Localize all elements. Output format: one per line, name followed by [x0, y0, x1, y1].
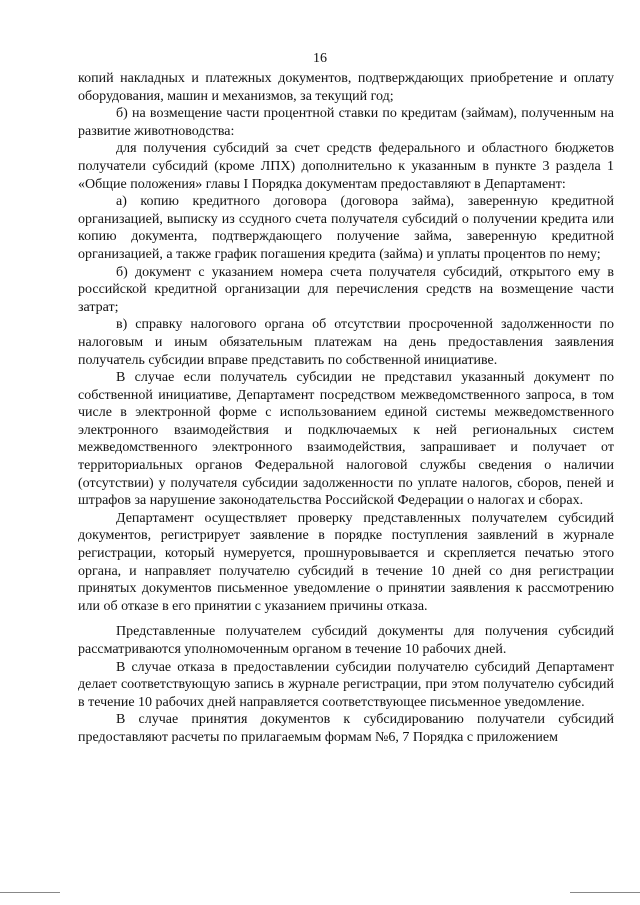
paragraph: Департамент осуществляет проверку представленных получателем субсидий документов, регистрирует заявление в порядке поступления заявлений в журнале регистрации, который нумеруется, прошнуровывается и скрепляется печатью этого органа, и направляет получателю субсидий в течение 10 дней со дня регистрации принятых документов письменное уведомление о принятии заявления к рассмотрению или об отказе в его принятии с указанием причины отказа.: [78, 510, 614, 614]
paragraph: В случае принятия документов к субсидированию получатели субсидий предоставляют расчеты по прилагаемым формам №6, 7 Порядка с приложением: [78, 712, 614, 745]
paragraph: б) документ с указанием номера счета получателя субсидий, открытого ему в российской кредитной организации для перечисления средств на возмещение части затрат;: [78, 264, 614, 315]
paragraph: В случае если получатель субсидии не представил указанный документ по собственной инициативе, Департамент посредством межведомственного запроса, в том числе в электронной форме с использованием единой системы межведомственного электронного взаимодействия и подключаемых к ней региональных систем межведомственного электронного взаимодействия, запрашивает и получает от территориальных органов Федеральной налоговой службы сведения о наличии (отсутствии) у получателя субсидии задолженности по уплате налогов, сборов, пеней и штрафов за нарушение законодательства Российской Федерации о налогах и сборах.: [78, 370, 614, 509]
paragraph: копий накладных и платежных документов, подтверждающих приобретение и оплату оборудования, машин и механизмов, за текущий год;: [78, 71, 614, 104]
paragraph: для получения субсидий за счет средств федерального и областного бюджетов получатели субсидий (кроме ЛПХ) дополнительно к указанным в пункте 3 раздела 1 «Общие положения» главы I Порядка документам предоставляют в Департамент:: [78, 141, 614, 192]
paragraph: в) справку налогового органа об отсутствии просроченной задолженности по налоговым и иным обязательным платежам на день предоставления заявления получатель субсидии вправе представить по собственной инициативе.: [78, 317, 614, 368]
document-body: [78, 70, 614, 747]
page-number: 16: [313, 51, 327, 66]
paragraph: Представленные получателем субсидий документы для получения субсидий рассматриваются уполномоченным органом в течение 10 рабочих дней.: [78, 624, 614, 657]
scan-edge-line: [570, 892, 640, 893]
paragraph: б) на возмещение части процентной ставки по кредитам (займам), полученным на развитие животноводства:: [78, 106, 614, 139]
paragraph: В случае отказа в предоставлении субсидии получателю субсидий Департамент делает соответствующую запись в журнале регистрации, при этом получателю субсидий в течение 10 рабочих дней направляется соответствующее письменное уведомление.: [78, 659, 614, 710]
paragraph: а) копию кредитного договора (договора займа), заверенную кредитной организацией, выписку из ссудного счета получателя субсидий о получении кредита или копию документа, подтверждающего получение займа, заверенную кредитной организацией, а также график погашения кредита (займа) и уплаты процентов по нему;: [78, 194, 614, 262]
scan-edge-line: [0, 892, 60, 893]
